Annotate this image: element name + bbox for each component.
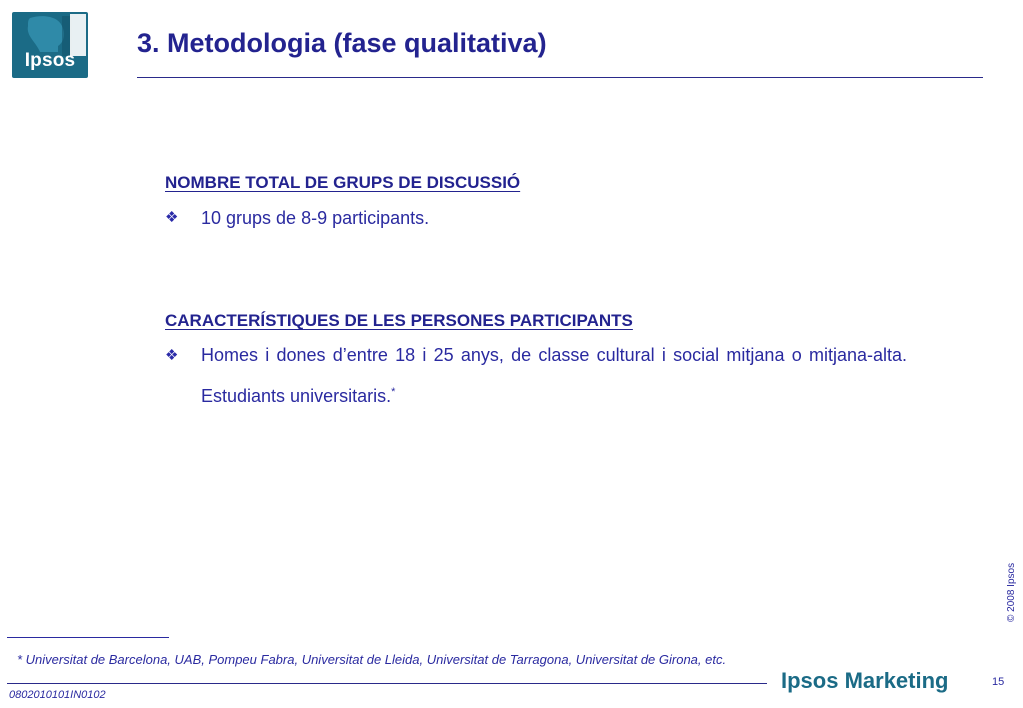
brand-logo-text: Ipsos Marketing (781, 668, 949, 693)
footnote: * Universitat de Barcelona, UAB, Pompeu Fabra, Universitat de Lleida, Universitat de Tarragona, Universitat de Girona, etc. (17, 652, 727, 667)
copyright-text: © 2008 Ipsos (1006, 562, 1017, 622)
footnote-divider (7, 637, 169, 638)
page-title: 3. Metodologia (fase qualitativa) (137, 28, 547, 58)
bullet-text-wrap (201, 337, 907, 415)
logo-text: Ipsos (24, 50, 76, 71)
bullet-item (165, 205, 907, 231)
section-heading: NOMBRE TOTAL DE GRUPS DE DISCUSSIÓ (165, 173, 521, 192)
section-heading: CARACTERÍSTIQUES DE LES PERSONES PARTICIPANTS (165, 311, 633, 330)
title-divider (137, 77, 983, 78)
footer-divider (7, 683, 767, 684)
document-code: 0802010101IN0102 (9, 689, 106, 701)
bullet-text: Homes i dones d’entre 18 i 25 anys, de classe cultural i social mitjana o mitjana-alta. Estudiants universitaris. (201, 345, 907, 406)
page-number: 15 (992, 676, 1005, 688)
diamond-bullet-icon: ❖ (165, 209, 179, 226)
section-participants (165, 311, 907, 415)
footnote-marker: * (391, 386, 396, 398)
ipsos-logo (12, 12, 88, 78)
section-groups (165, 173, 907, 231)
diamond-bullet-icon: ❖ (165, 347, 179, 364)
bullet-text: 10 grups de 8-9 participants. (201, 208, 430, 228)
bullet-item (165, 337, 907, 415)
